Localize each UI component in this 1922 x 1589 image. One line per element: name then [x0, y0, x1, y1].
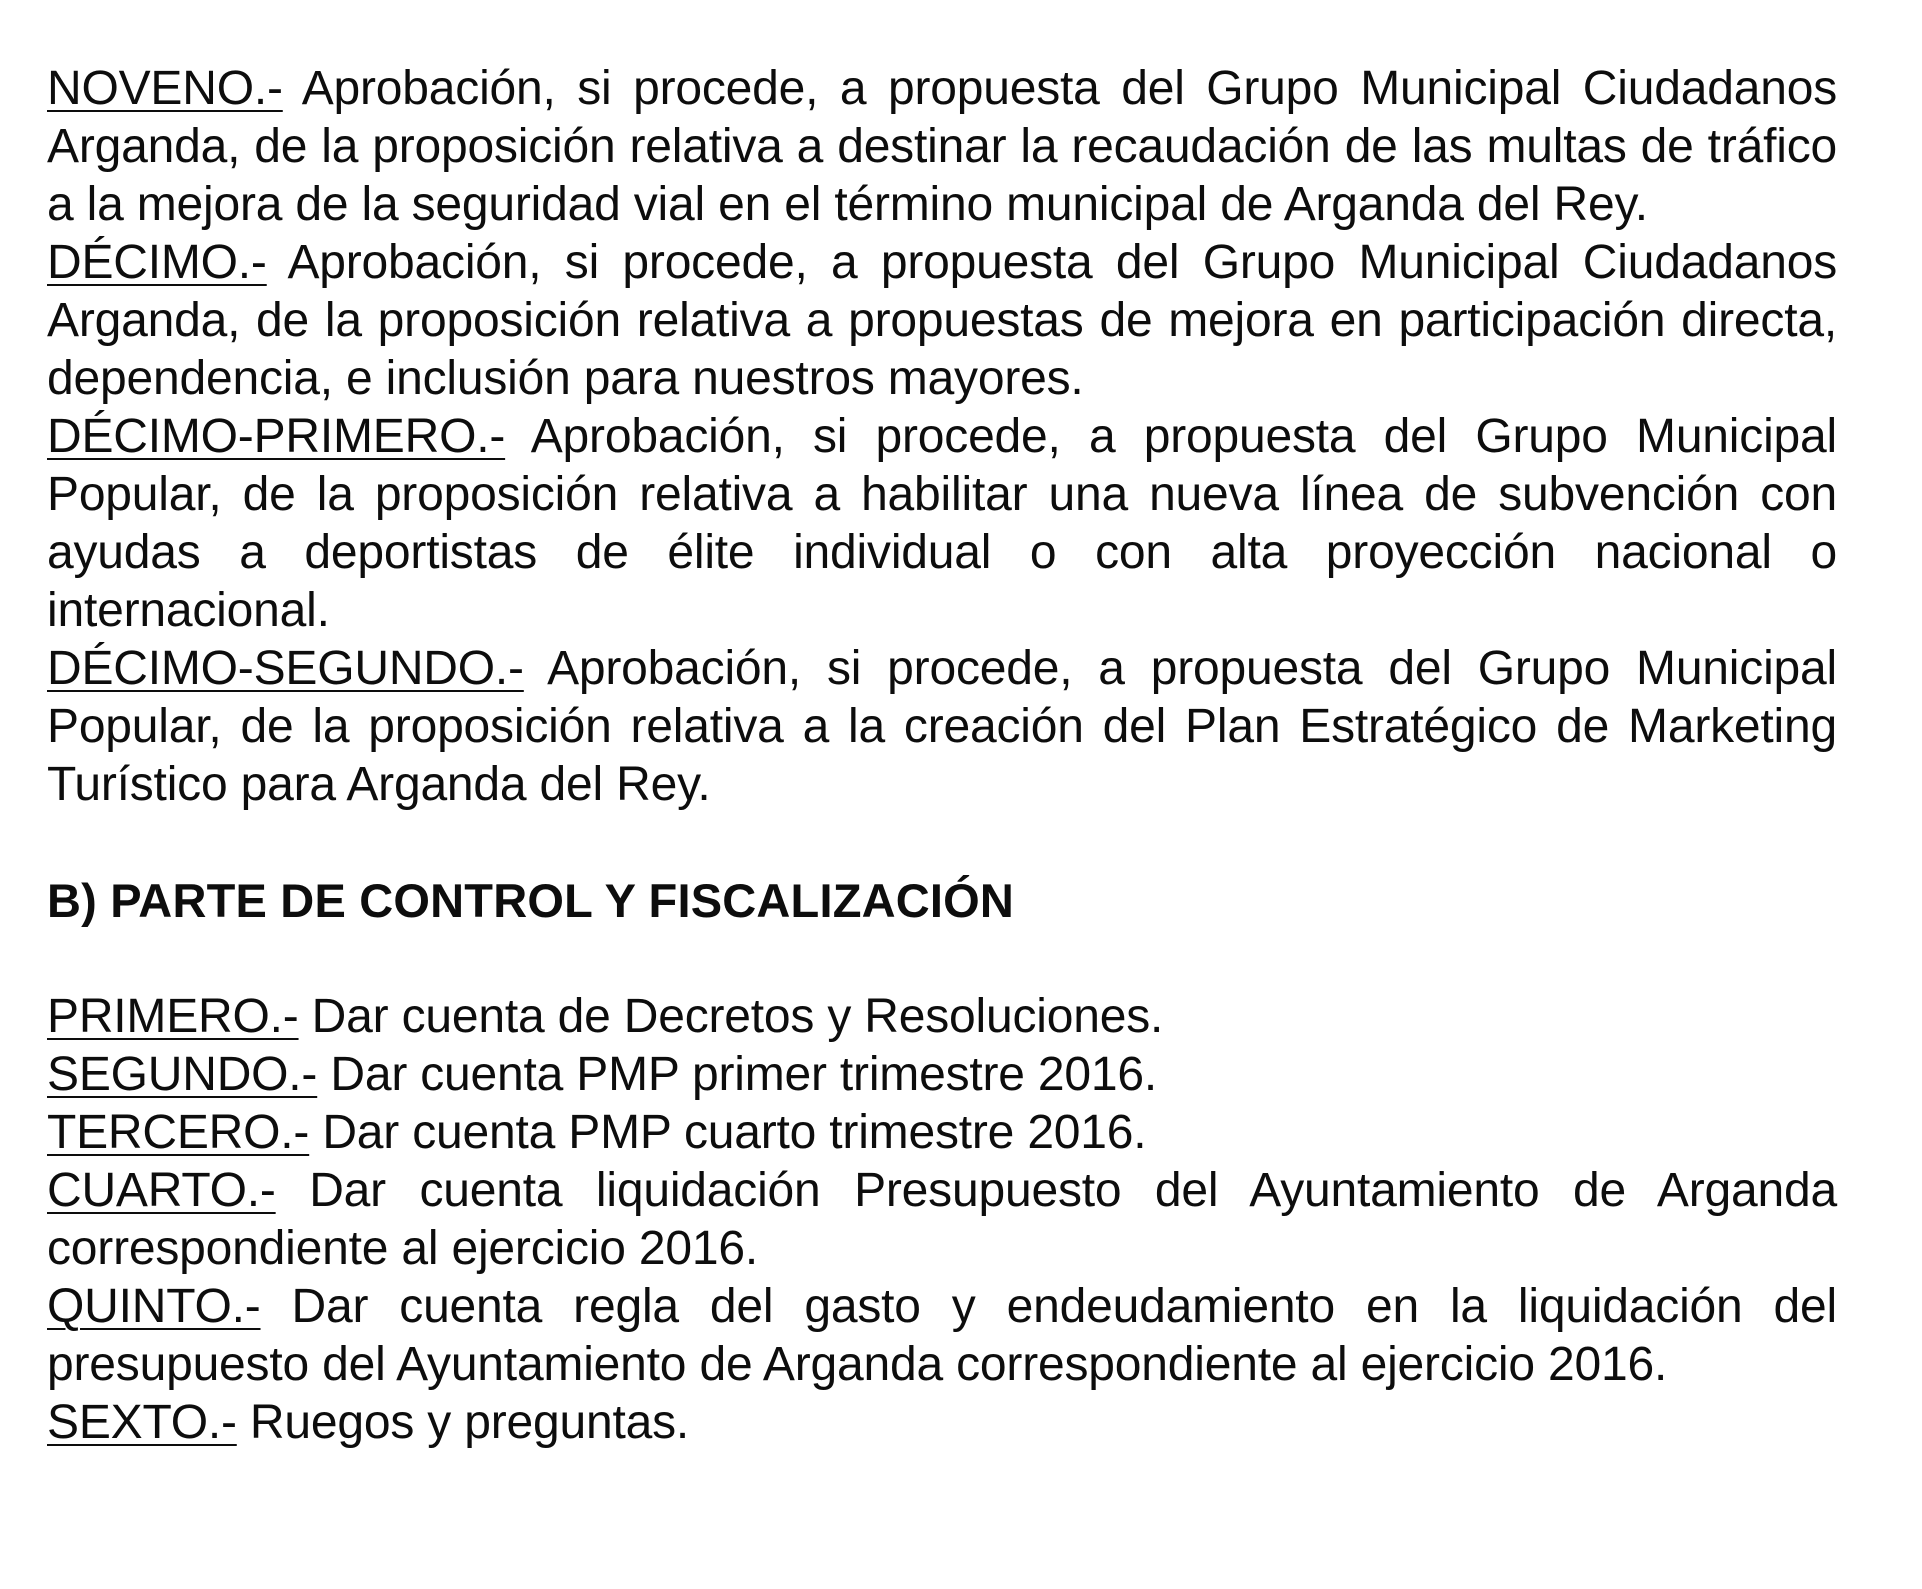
agenda-item-label: CUARTO.-: [47, 1164, 276, 1217]
agenda-item-label: NOVENO.-: [47, 62, 283, 115]
agenda-item-primero: [47, 988, 1837, 1046]
agenda-item-text: Dar cuenta de Decretos y Resoluciones.: [298, 990, 1164, 1043]
agenda-item-label: DÉCIMO-PRIMERO.-: [47, 410, 506, 463]
agenda-item-text: Aprobación, si procede, a propuesta del Grupo Municipal Popular, de la proposición relativa a habilitar una nueva línea de subvención con ayudas a deportistas de élite individual o con alta proyección nacional o internacional.: [47, 410, 1837, 637]
agenda-item-label: TERCERO.-: [47, 1106, 310, 1159]
agenda-item-text: Dar cuenta regla del gasto y endeudamiento en la liquidación del presupuesto del Ayuntamiento de Arganda correspondiente al ejercicio 2016.: [47, 1280, 1837, 1391]
agenda-item-text: Dar cuenta PMP cuarto trimestre 2016.: [309, 1106, 1147, 1159]
agenda-item-cuarto: [47, 1162, 1837, 1278]
agenda-item-label: QUINTO.-: [47, 1280, 261, 1333]
agenda-item-text: Dar cuenta PMP primer trimestre 2016.: [317, 1048, 1158, 1101]
agenda-item-text: Aprobación, si procede, a propuesta del Grupo Municipal Ciudadanos Arganda, de la proposición relativa a destinar la recaudación de las multas de tráfico a la mejora de la seguridad vial en el término municipal de Arganda del Rey.: [47, 62, 1837, 231]
part-a-list: [47, 60, 1837, 814]
spacer: [47, 814, 1837, 872]
agenda-item-decimo-segundo: [47, 640, 1837, 814]
part-b-list: [47, 988, 1837, 1452]
agenda-item-label: SEXTO.-: [47, 1396, 237, 1449]
agenda-item-segundo: [47, 1046, 1837, 1104]
document-page: [47, 60, 1837, 1452]
agenda-item-label: DÉCIMO.-: [47, 236, 267, 289]
agenda-item-text: Ruegos y preguntas.: [236, 1396, 690, 1449]
section-b-heading: B) PARTE DE CONTROL Y FISCALIZACIÓN: [47, 874, 1015, 927]
agenda-item-decimo-primero: [47, 408, 1837, 640]
agenda-item-label: PRIMERO.-: [47, 990, 299, 1043]
agenda-item-text: Dar cuenta liquidación Presupuesto del Ayuntamiento de Arganda correspondiente al ejercicio 2016.: [47, 1164, 1837, 1275]
spacer: [47, 930, 1837, 988]
agenda-item-label: DÉCIMO-SEGUNDO.-: [47, 642, 524, 695]
agenda-item-sexto: [47, 1394, 1837, 1452]
agenda-item-tercero: [47, 1104, 1837, 1162]
agenda-item-decimo: [47, 234, 1837, 408]
agenda-item-label: SEGUNDO.-: [47, 1048, 318, 1101]
agenda-item-text: Aprobación, si procede, a propuesta del Grupo Municipal Popular, de la proposición relativa a la creación del Plan Estratégico de Marketing Turístico para Arganda del Rey.: [47, 642, 1837, 811]
agenda-item-text: Aprobación, si procede, a propuesta del Grupo Municipal Ciudadanos Arganda, de la proposición relativa a propuestas de mejora en participación directa, dependencia, e inclusión para nuestros mayores.: [47, 236, 1837, 405]
agenda-item-quinto: [47, 1278, 1837, 1394]
agenda-item-noveno: [47, 60, 1837, 234]
